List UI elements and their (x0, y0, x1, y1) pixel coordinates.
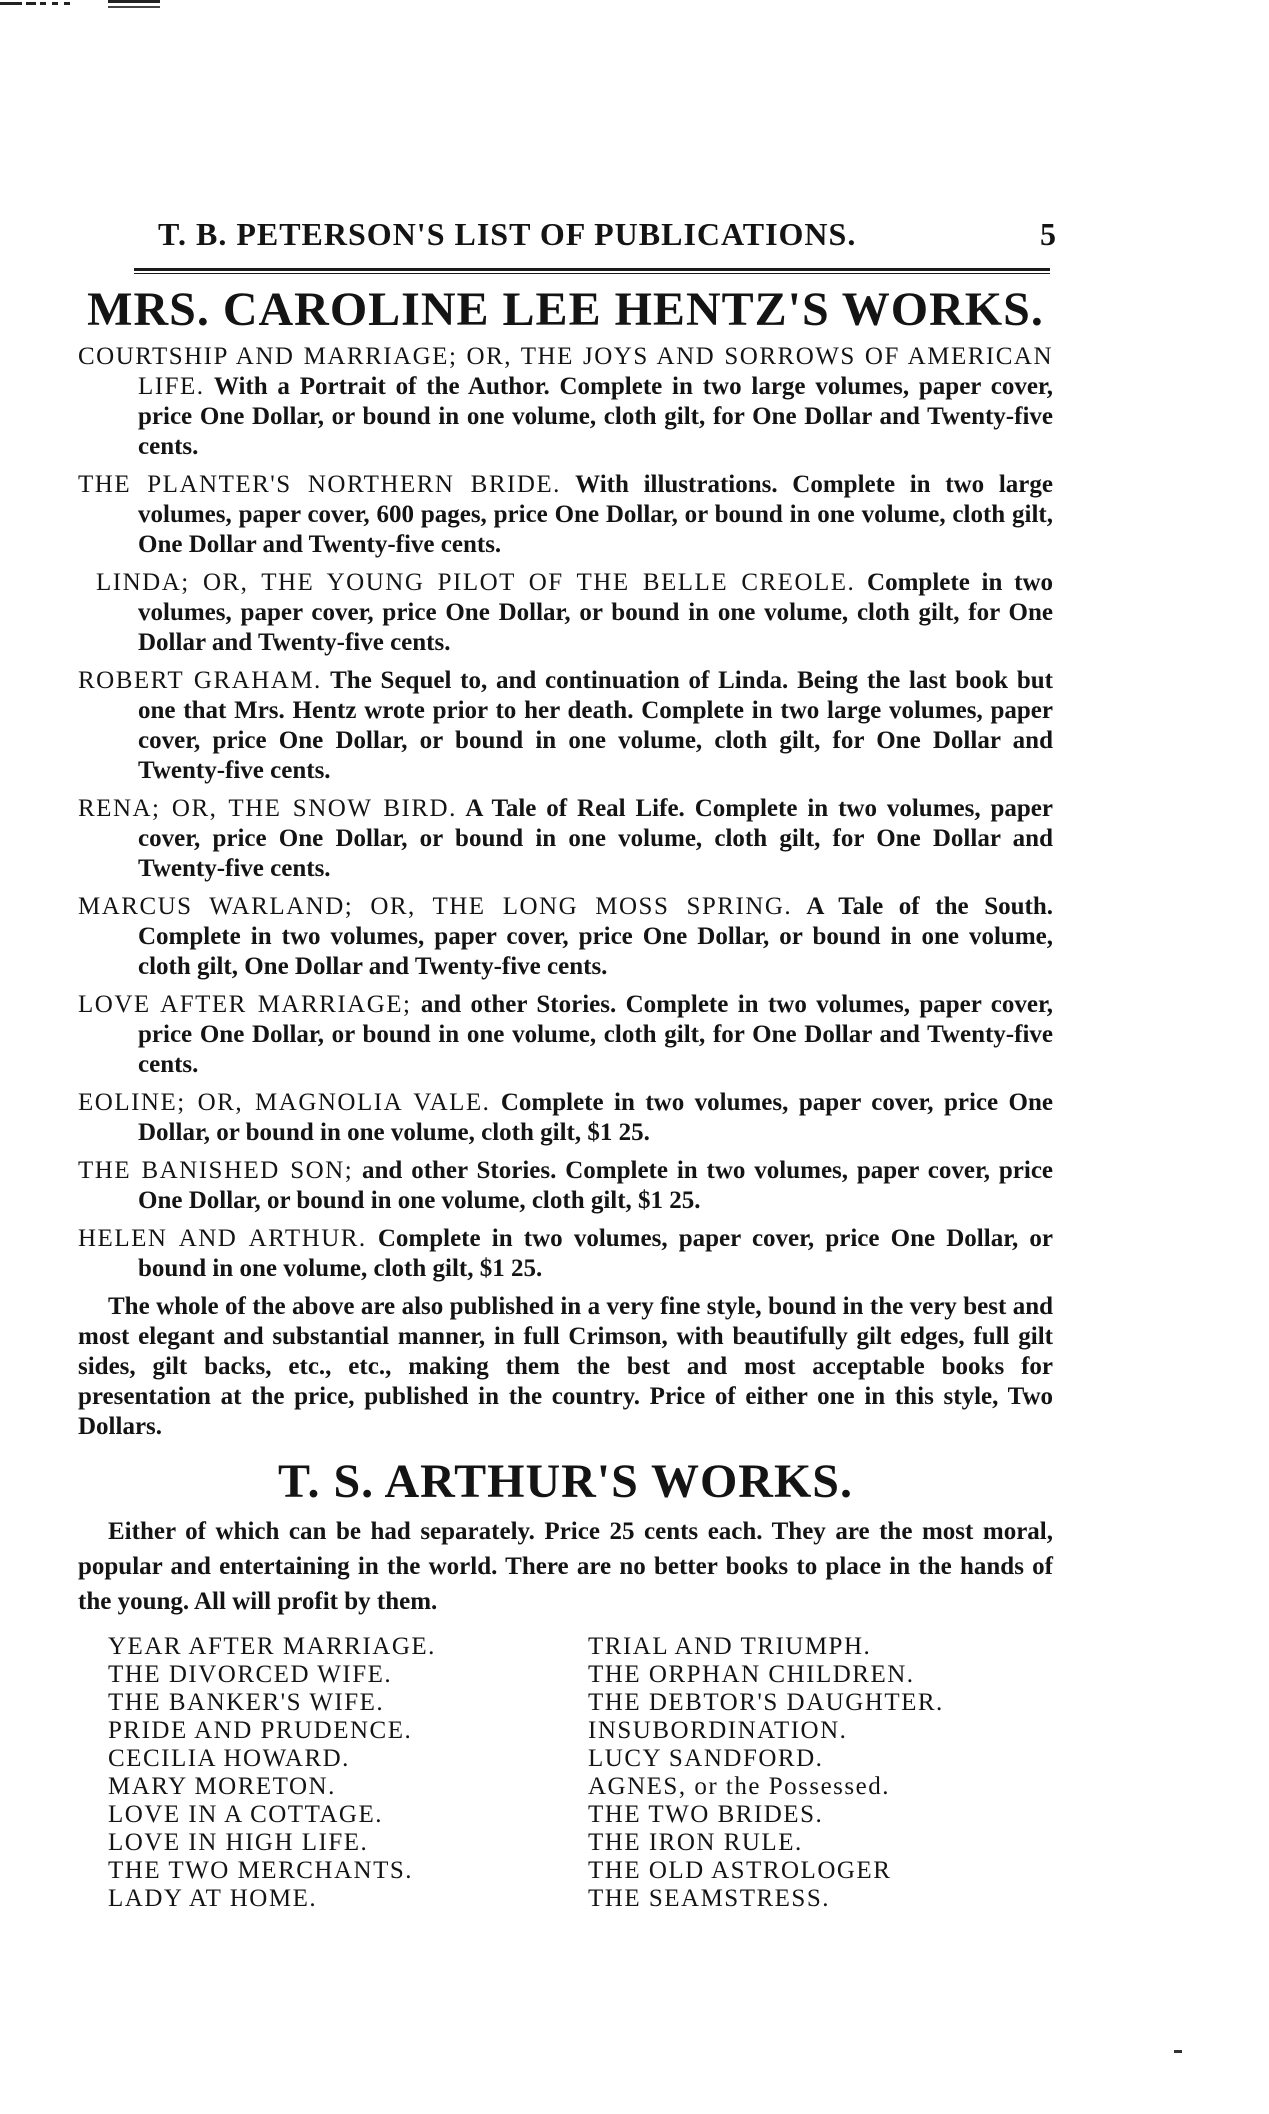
book-description: and other Stories. Complete in two volumes, paper cover, price One Dollar, or bound in one volume, cloth gilt, $1 25. (138, 1157, 1054, 1214)
arthur-titles-columns (78, 1633, 1053, 1913)
hentz-section-heading: MRS. CAROLINE LEE HENTZ'S WORKS. (87, 283, 1044, 336)
list-item: LUCY SANDFORD. (588, 1745, 824, 1772)
running-title: T. B. PETERSON'S LIST OF PUBLICATIONS. (158, 216, 857, 252)
book-entry (78, 1156, 1053, 1216)
book-description: The Sequel to, and continuation of Linda. Being the last book but one that Mrs. Hentz wrote prior to her death. Complete in two large volumes, paper cover, price One Dollar, or bound in one volume, cloth gilt, for One Dollar and Twenty-five cents. (138, 667, 1053, 784)
book-description: A Tale of the South. Complete in two volumes, paper cover, price One Dollar, or bound in one volume, cloth gilt, One Dollar and Twenty-five cents. (138, 893, 1053, 980)
book-title: LINDA; OR, THE YOUNG PILOT OF THE BELLE CREOLE. (96, 569, 856, 596)
arthur-section-heading: T. S. ARTHUR'S WORKS. (277, 1455, 853, 1508)
list-item: YEAR AFTER MARRIAGE. (108, 1633, 436, 1660)
list-item: THE ORPHAN CHILDREN. (588, 1661, 915, 1688)
arthur-intro-paragraph: Either of which can be had separately. Price 25 cents each. They are the most moral, popular and entertaining in the world. There are no better books to place in the hands of the young. All will profit by them. (78, 1518, 1053, 1615)
list-item: THE TWO BRIDES. (588, 1801, 824, 1828)
list-item: TRIAL AND TRIUMPH. (588, 1633, 872, 1660)
running-head (78, 216, 1057, 256)
book-description: Complete in two volumes, paper cover, price One Dollar, or bound in one volume, cloth gilt, $1 25. (138, 1089, 1053, 1146)
book-entry (78, 1088, 1053, 1148)
hentz-works-list (78, 342, 1053, 1284)
book-title: THE PLANTER'S NORTHERN BRIDE. (78, 471, 561, 498)
list-item: AGNES, or the Possessed. (588, 1773, 890, 1800)
header-rule (134, 268, 1050, 274)
book-title: THE BANISHED SON; (78, 1157, 354, 1184)
book-entry (78, 568, 1053, 658)
book-title: ROBERT GRAHAM. (78, 667, 322, 694)
book-description: and other Stories. Complete in two volumes, paper cover, price One Dollar, or bound in one volume, cloth gilt, for One Dollar and Twenty-five cents. (138, 991, 1053, 1078)
list-item: THE BANKER'S WIFE. (108, 1689, 385, 1716)
list-item: THE DIVORCED WIFE. (108, 1661, 393, 1688)
book-entry (78, 990, 1053, 1080)
book-description: With a Portrait of the Author. Complete in two large volumes, paper cover, price One Dollar, or bound in one volume, cloth gilt, for One Dollar and Twenty-five cents. (138, 373, 1053, 460)
list-item: THE SEAMSTRESS. (588, 1885, 830, 1912)
list-item: INSUBORDINATION. (588, 1717, 848, 1744)
book-description: With illustrations. Complete in two large volumes, paper cover, 600 pages, price One Dollar, or bound in one volume, cloth gilt, One Dollar and Twenty-five cents. (138, 471, 1053, 558)
list-item: THE DEBTOR'S DAUGHTER. (588, 1689, 944, 1716)
book-entry (78, 794, 1053, 884)
list-item: PRIDE AND PRUDENCE. (108, 1717, 413, 1744)
book-description: A Tale of Real Life. Complete in two volumes, paper cover, price One Dollar, or bound in one volume, cloth gilt, for One Dollar and Twenty-five cents. (138, 795, 1053, 882)
book-entry (78, 1224, 1053, 1284)
page-number: 5 (1040, 216, 1057, 252)
book-entry (78, 666, 1053, 786)
book-entry (78, 342, 1053, 462)
book-description: Complete in two volumes, paper cover, price One Dollar, or bound in one volume, cloth gilt, for One Dollar and Twenty-five cents. (138, 569, 1054, 656)
book-entry (78, 892, 1053, 982)
list-item: THE OLD ASTROLOGER (588, 1857, 892, 1884)
book-title: MARCUS WARLAND; OR, THE LONG MOSS SPRING. (78, 893, 793, 920)
book-title: RENA; OR, THE SNOW BIRD. (78, 795, 457, 822)
book-title: COURTSHIP AND MARRIAGE; OR, THE JOYS AND SORROWS OF AMERICAN LIFE. (78, 343, 1053, 400)
book-title: LOVE AFTER MARRIAGE; (78, 991, 412, 1018)
list-item: LOVE IN A COTTAGE. (108, 1801, 383, 1828)
book-description: Complete in two volumes, paper cover, price One Dollar, or bound in one volume, cloth gilt, $1 25. (138, 1225, 1054, 1282)
arthur-titles-right-column (588, 1633, 1048, 1913)
book-title: EOLINE; OR, MAGNOLIA VALE. (78, 1089, 491, 1116)
list-item: LOVE IN HIGH LIFE. (108, 1829, 369, 1856)
list-item: THE IRON RULE. (588, 1829, 803, 1856)
list-item: LADY AT HOME. (108, 1885, 318, 1912)
book-title: HELEN AND ARTHUR. (78, 1225, 367, 1252)
list-item: THE TWO MERCHANTS. (108, 1857, 414, 1884)
book-entry (78, 470, 1053, 560)
print-speck (1174, 2050, 1182, 2053)
arthur-titles-left-column (108, 1633, 588, 1913)
list-item: CECILIA HOWARD. (108, 1745, 350, 1772)
hentz-closing-paragraph: The whole of the above are also published in a very fine style, bound in the very best and most elegant and substantial manner, in full Crimson, with beautifully gilt edges, full gilt sides, gilt backs, etc., etc., making them the best and most acceptable books for presentation at the price, published in the country. Price of either one in this style, Two Dollars. (78, 1293, 1053, 1440)
list-item: MARY MORETON. (108, 1773, 336, 1800)
print-artifact-marks (0, 0, 170, 14)
catalog-page (78, 216, 1057, 1913)
